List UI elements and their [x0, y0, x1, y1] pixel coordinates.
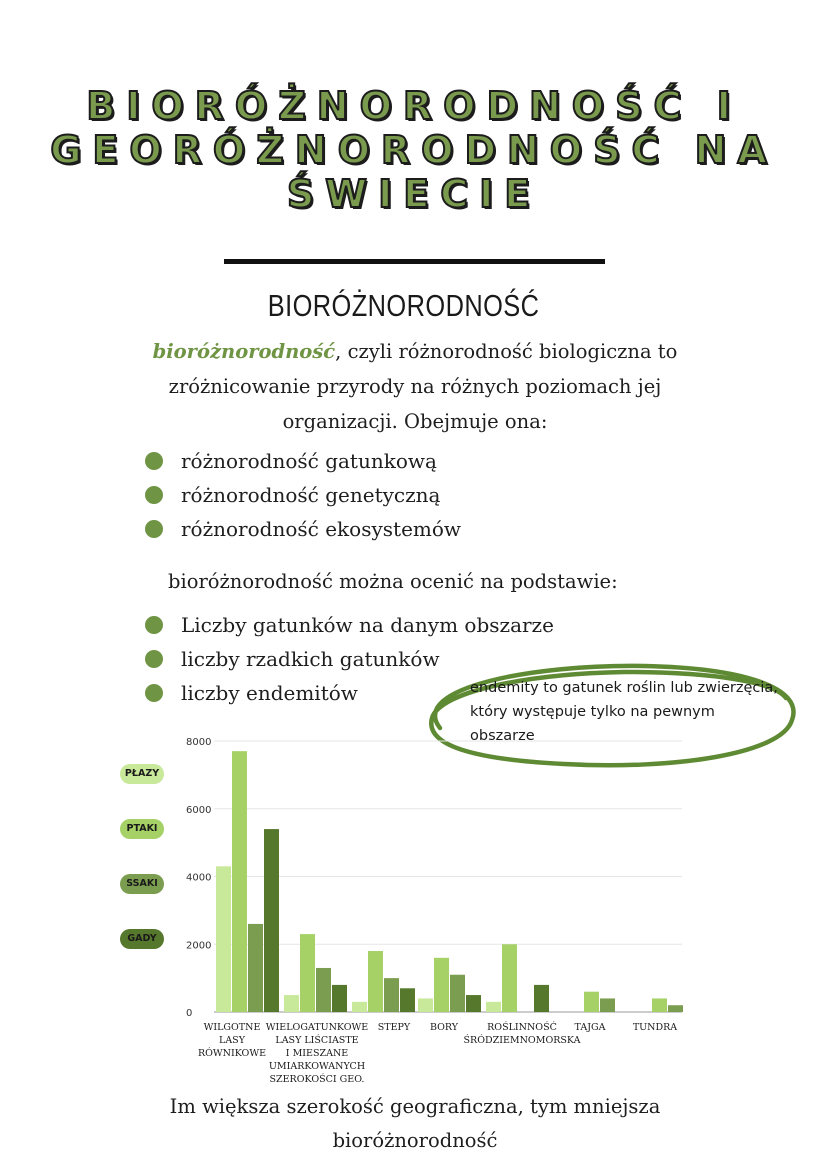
list-item-label: różnorodność genetyczną	[181, 483, 441, 507]
bar-gady-4	[534, 985, 549, 1012]
list-item-label: liczby rzadkich gatunków	[181, 647, 440, 671]
x-category-label: ROŚLINNOŚĆ	[487, 1022, 557, 1033]
diversity-levels-list	[145, 444, 461, 546]
title-divider	[224, 259, 605, 264]
bar-ptaki-4	[502, 944, 517, 1012]
bar-ssaki-2	[384, 978, 399, 1012]
bar-płazy-4	[486, 1002, 501, 1012]
list-item	[145, 512, 461, 546]
title-line-3: ŚWIECIE	[286, 172, 542, 216]
bar-płazy-0	[216, 866, 231, 1012]
list-item-label: Liczby gatunków na danym obszarze	[181, 613, 554, 637]
bar-ptaki-3	[434, 958, 449, 1012]
intro-highlight-term: bioróżnorodność	[152, 340, 336, 363]
bar-gady-1	[332, 985, 347, 1012]
x-category-label: BORY	[429, 1022, 459, 1033]
assessment-heading: bioróżnorodność można ocenić na podstawie:	[168, 570, 618, 593]
x-category-label: LASY LIŚCIASTE	[275, 1035, 359, 1046]
x-category-label: I MIESZANE	[285, 1048, 349, 1059]
bar-ssaki-0	[248, 924, 263, 1012]
bar-płazy-2	[352, 1002, 367, 1012]
title-line-2: GEORÓŻNORODNOŚĆ NA	[50, 128, 778, 172]
bullet-dot-icon	[145, 452, 163, 470]
y-tick-label: 2000	[186, 940, 212, 952]
x-category-label: ŚRÓDZIEMNOMORSKA	[463, 1035, 581, 1046]
species-bar-chart	[0, 720, 828, 1090]
list-item-label: różnorodność gatunkową	[181, 449, 437, 473]
bar-ssaki-1	[316, 968, 331, 1012]
bar-ptaki-1	[300, 934, 315, 1012]
title-line-1: BIORÓŻNORODNOŚĆ I	[86, 84, 742, 128]
bar-ptaki-2	[368, 951, 383, 1012]
legend-item-ptaki: PTAKI	[120, 819, 164, 839]
y-tick-label: 8000	[186, 737, 212, 748]
bullet-dot-icon	[145, 650, 163, 668]
bar-gady-0	[264, 829, 279, 1012]
list-item-label: liczby endemitów	[181, 681, 358, 705]
bar-płazy-1	[284, 995, 299, 1012]
y-tick-label: 4000	[186, 872, 212, 884]
bullet-dot-icon	[145, 486, 163, 504]
bar-chart-svg	[0, 720, 828, 1090]
bar-ptaki-0	[232, 751, 247, 1012]
bar-ssaki-6	[668, 1005, 683, 1012]
legend-item-plazy: PŁAZY	[120, 764, 164, 784]
bar-ssaki-5	[600, 998, 615, 1012]
x-category-label: TAJGA	[574, 1022, 606, 1033]
intro-text: , czyli różnorodność biologiczna to zróżnicowanie przyrody na różnych poziomach jej organizacji. Obejmuje ona:	[168, 340, 678, 433]
bar-ptaki-6	[652, 998, 667, 1012]
list-item	[145, 444, 461, 478]
x-category-label: WILGOTNE	[203, 1022, 261, 1033]
bullet-dot-icon	[145, 520, 163, 538]
y-tick-label: 6000	[186, 804, 212, 816]
x-category-label: SZEROKOŚCI GEO.	[269, 1074, 365, 1085]
intro-paragraph	[120, 334, 710, 439]
bar-gady-2	[400, 988, 415, 1012]
list-item	[145, 478, 461, 512]
bar-ptaki-5	[584, 992, 599, 1012]
bar-gady-3	[466, 995, 481, 1012]
page-title	[0, 84, 828, 216]
legend-item-ssaki: SSAKI	[120, 874, 164, 894]
callout-text: endemity to gatunek roślin lub zwierzęcia, który występuje tylko na pewnym obszarze	[470, 680, 778, 744]
list-item	[145, 608, 554, 642]
bar-ssaki-3	[450, 975, 465, 1012]
bar-płazy-3	[418, 998, 433, 1012]
bullet-dot-icon	[145, 684, 163, 702]
y-tick-label: 0	[186, 1008, 193, 1019]
x-category-label: UMIARKOWANYCH	[268, 1061, 366, 1072]
section-title: BIORÓŻNORODNOŚĆ	[267, 288, 540, 323]
footer-statement: Im większa szerokość geograficzna, tym mniejsza bioróżnorodność	[169, 1095, 661, 1152]
x-category-label: TUNDRA	[632, 1022, 678, 1033]
list-item-label: różnorodność ekosystemów	[181, 517, 462, 541]
x-category-label: RÓWNIKOWE	[197, 1048, 267, 1059]
x-category-label: WIELOGATUNKOWE	[265, 1022, 369, 1033]
x-category-label: STEPY	[377, 1022, 411, 1033]
bullet-dot-icon	[145, 616, 163, 634]
x-category-label: LASY	[219, 1035, 245, 1046]
legend-item-gady: GADY	[120, 929, 164, 949]
